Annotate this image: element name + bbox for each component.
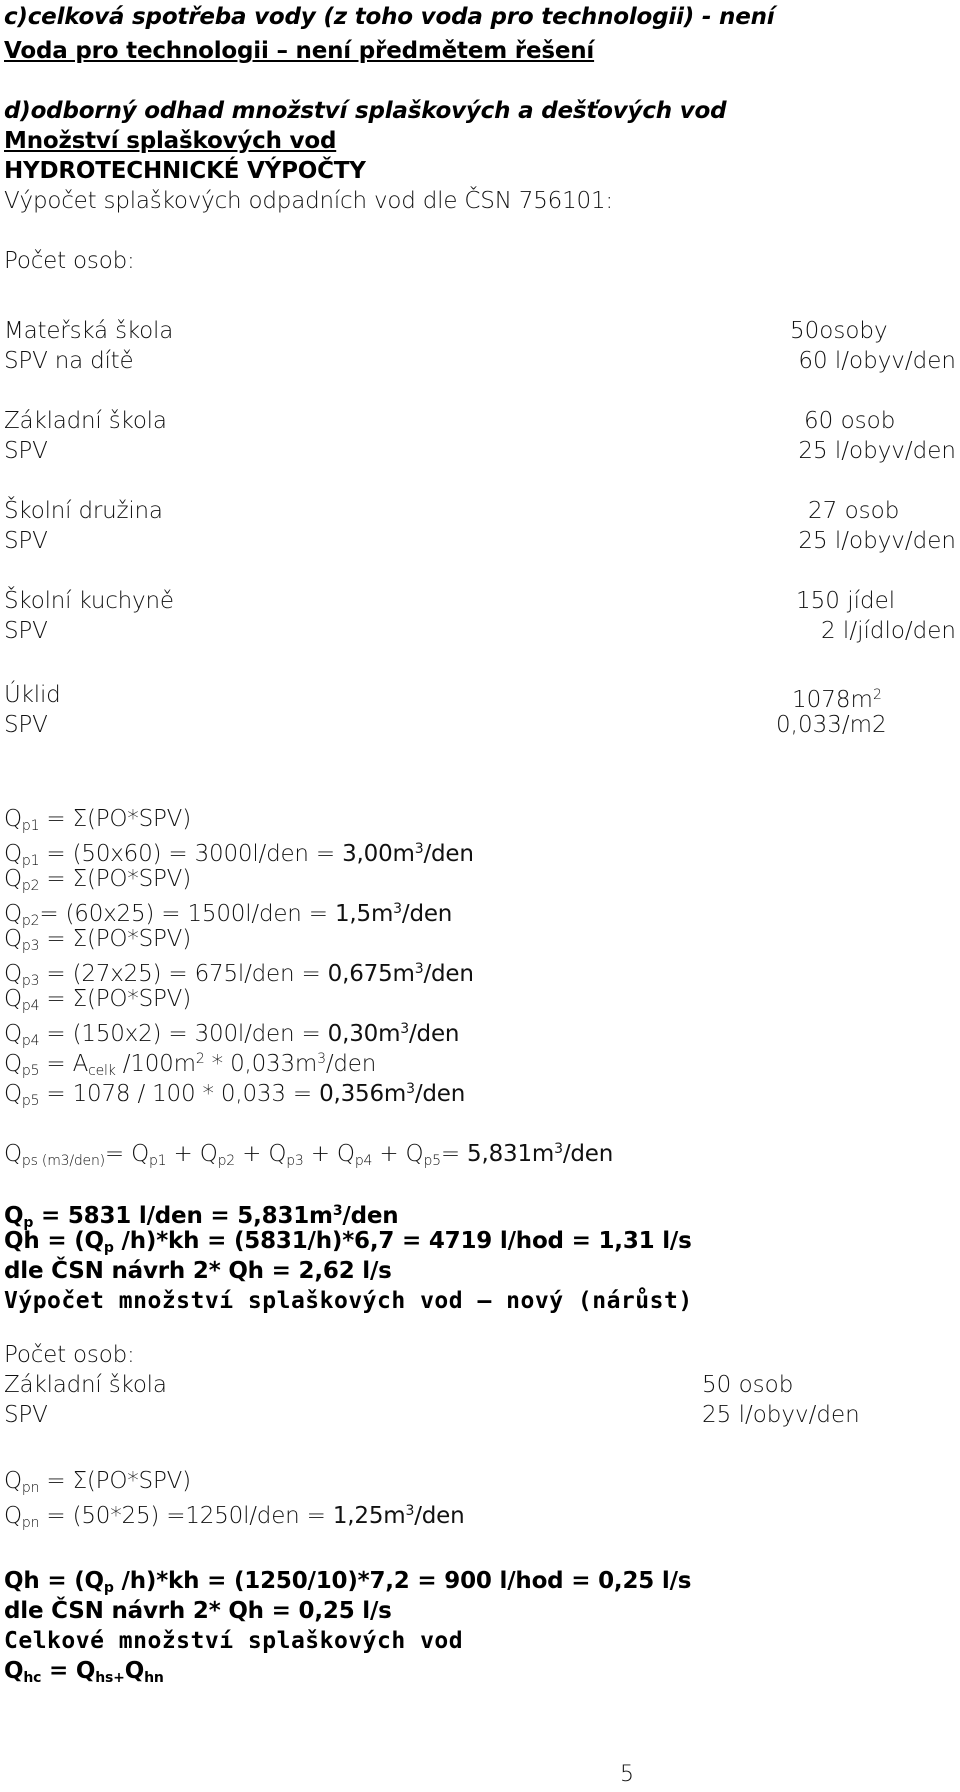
item-count: 50osoby bbox=[790, 318, 888, 344]
formula-qp2-calc: $Q_{p2}= (60x25) = 1500l/den = 1,5m^3/den$ bbox=[4, 901, 453, 929]
formula-qps-sum: $Q_{ps (m3/den)}= Q_{p1} + Q_{p2} + Q_{p3} + Q_{p4} + Q_{p5}= 5,831m^3/den$ bbox=[4, 1141, 614, 1169]
item-spv: 0,033/m2 bbox=[776, 712, 887, 738]
formula-qp4-def: $Q_{p4} = \Sigma(PO*SPV)$ bbox=[4, 986, 191, 1014]
design-note-1: dle ČSN návrh 2* Qh = 2,62 l/s bbox=[4, 1258, 392, 1284]
item-spv: 60 l/obyv/den bbox=[798, 348, 956, 374]
item-count: 60 osob bbox=[804, 408, 896, 434]
formula-qp1-calc: $Q_{p1} = (50x60) = 3000l/den = 3,00m^3/den$ bbox=[4, 841, 474, 869]
item-name: Mateřská škola bbox=[4, 318, 174, 344]
item-count-new: 50 osob bbox=[702, 1372, 794, 1398]
item-count: $1078m^2$ bbox=[792, 687, 882, 713]
item-sub: SPV bbox=[4, 438, 48, 464]
item-sub: SPV bbox=[4, 528, 48, 554]
item-name: Školní kuchyně bbox=[4, 588, 174, 614]
item-sub: SPV bbox=[4, 618, 48, 644]
formula-qp3-def: $Q_{p3} = \Sigma(PO*SPV)$ bbox=[4, 926, 191, 954]
item-count: 27 osob bbox=[808, 498, 900, 524]
new-sewage-heading: Výpočet množství splaškových vod – nový (nárůst) bbox=[4, 1288, 693, 1314]
section-d-heading: d)odborný odhad množství splaškových a dešťových vod bbox=[4, 98, 727, 124]
formula-qp2-def: $Q_{p2} = \Sigma(PO*SPV)$ bbox=[4, 866, 191, 894]
formula-qp1-def: $Q_{p1} = \Sigma(PO*SPV)$ bbox=[4, 806, 191, 834]
item-count: 150 jídel bbox=[796, 588, 896, 614]
item-name: Základní škola bbox=[4, 408, 167, 434]
item-name-new: Základní škola bbox=[4, 1372, 167, 1398]
item-name: Školní družina bbox=[4, 498, 163, 524]
item-sub: SPV na dítě bbox=[4, 348, 134, 374]
section-c-heading: c)celková spotřeba vody (z toho voda pro technologii) - není bbox=[4, 4, 775, 30]
formula-qp4-calc: $Q_{p4} = (150x2) = 300l/den = 0,30m^3/den$ bbox=[4, 1021, 460, 1049]
persons-label-2: Počet osob: bbox=[4, 1342, 135, 1368]
item-sub-new: SPV bbox=[4, 1402, 48, 1428]
calculation-title: Výpočet splaškových odpadních vod dle ČSN 756101: bbox=[4, 188, 613, 214]
technology-water-note: Voda pro technologii – není předmětem řešení bbox=[4, 38, 595, 64]
persons-label: Počet osob: bbox=[4, 248, 135, 274]
sewage-volume-heading: Množství splaškových vod bbox=[4, 128, 337, 154]
item-spv: 2 l/jídlo/den bbox=[820, 618, 956, 644]
formula-qh: $Qh = (Q_p$ /h)*kh = (5831/h)*6,7 = 4719 l/hod = 1,31 l/s bbox=[4, 1228, 692, 1256]
formula-qpn-calc: $Q_{pn} = (50*25) =1250l/den = 1,25m^3/den$ bbox=[4, 1503, 465, 1531]
item-sub: SPV bbox=[4, 712, 48, 738]
design-note-2: dle ČSN návrh 2* Qh = 0,25 l/s bbox=[4, 1598, 392, 1624]
formula-qpn-def: $Q_{pn} = \Sigma(PO*SPV)$ bbox=[4, 1468, 191, 1496]
item-spv-new: 25 l/obyv/den bbox=[702, 1402, 860, 1428]
formula-qh-new: $Qh = (Q_p$ /h)*kh = (1250/10)*7,2 = 900 l/hod = 0,25 l/s bbox=[4, 1568, 692, 1596]
item-name: Úklid bbox=[4, 682, 61, 708]
formula-qp5-calc: $Q_{p5} = 1078 / 100 * 0,033 = 0,356m^3/den$ bbox=[4, 1081, 466, 1109]
item-spv: 25 l/obyv/den bbox=[798, 438, 956, 464]
total-sewage-heading: Celkové množství splaškových vod bbox=[4, 1628, 464, 1654]
formula-qp-total: $Q_p = 5831$ $l/den = 5,831m^3$/den bbox=[4, 1203, 399, 1231]
hydrotechnical-heading: HYDROTECHNICKÉ VÝPOČTY bbox=[4, 158, 366, 184]
formula-qhc: $Q_{hc} = Q_{hs+}Q_{hn}$ bbox=[4, 1658, 164, 1686]
formula-qp3-calc: $Q_{p3} = (27x25) = 675l/den = 0,675m^3/den$ bbox=[4, 961, 474, 989]
page-number: 5 bbox=[620, 1762, 634, 1787]
item-spv: 25 l/obyv/den bbox=[798, 528, 956, 554]
formula-qp5-def: $Q_{p5} = A_{celk}$ $/100m^2 * 0,033m^3/den$ bbox=[4, 1051, 377, 1079]
